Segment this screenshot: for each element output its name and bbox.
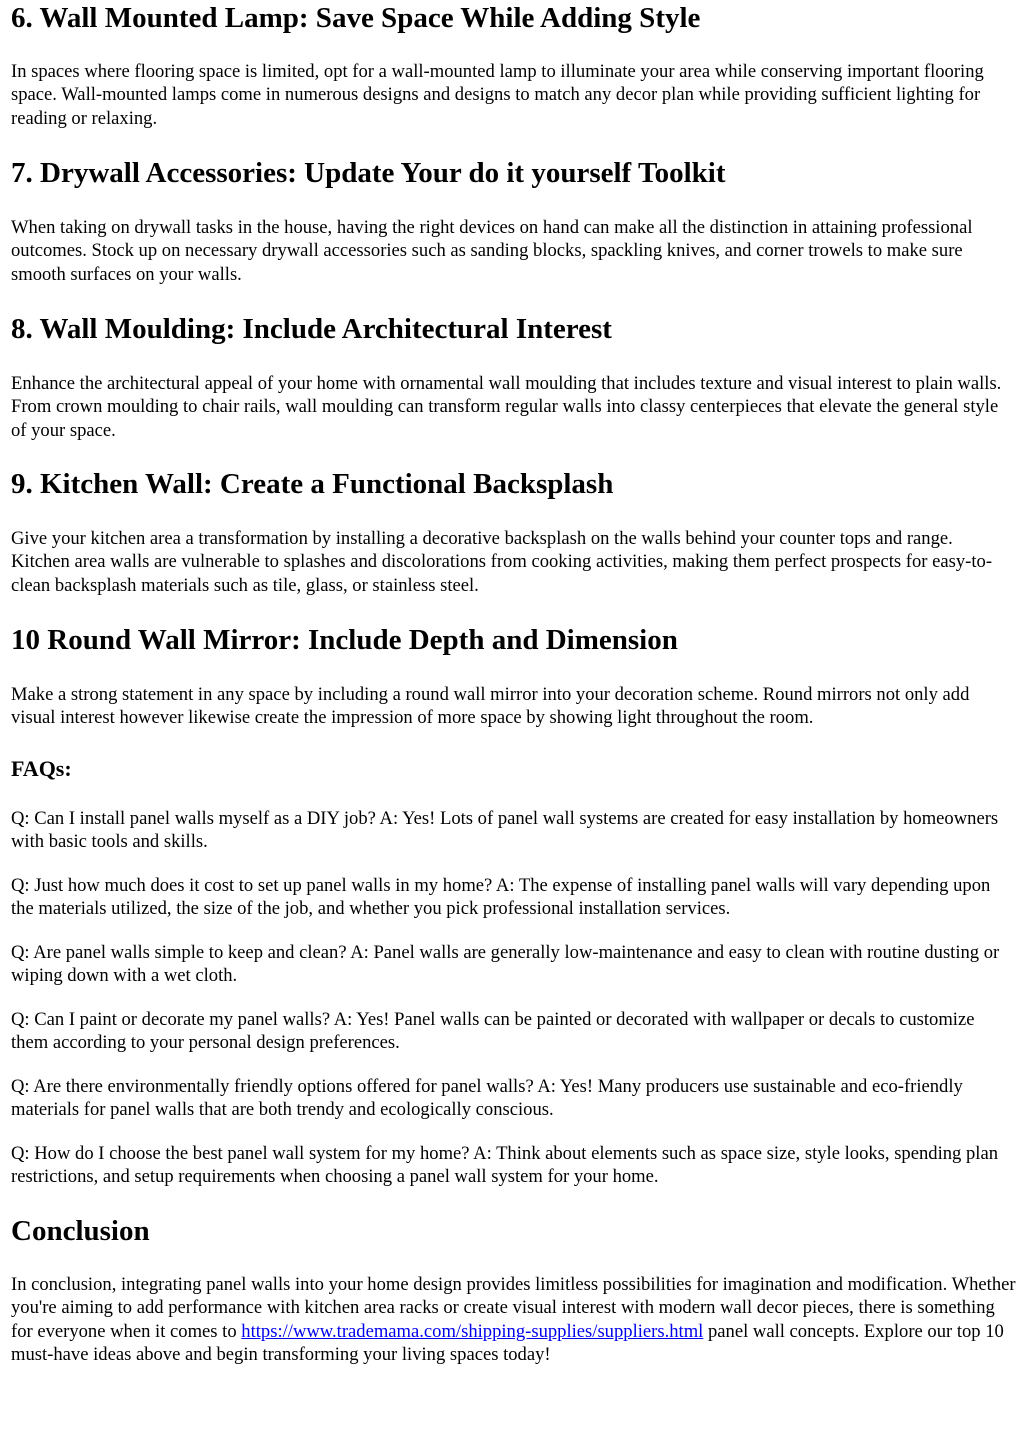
section-9-body-wrap xyxy=(11,527,1016,597)
faq-item xyxy=(11,874,1016,921)
section-7-drywall-accessories xyxy=(11,155,1016,191)
faq-item-text: Q: Are panel walls simple to keep and clean? A: Panel walls are generally low-maintenance and easy to clean with routine dusting or wiping down with a wet cloth. xyxy=(11,942,1000,987)
section-6-body-wrap xyxy=(11,60,1016,130)
conclusion-text-before-link: In conclusion, integrating panel walls into your home design provides limitless possibilities for imagination and modification. Whether you're aiming to add performance with kitchen area racks or create visual interest with modern wall decor pieces, there is something for everyone when it comes to xyxy=(11,1274,1016,1342)
faq-item xyxy=(11,807,1016,854)
conclusion-heading: Conclusion xyxy=(11,1215,150,1247)
section-8-wall-moulding xyxy=(11,311,1016,347)
section-body: In spaces where flooring space is limited, opt for a wall-mounted lamp to illuminate your area while conserving important flooring space. Wall-mounted lamps come in numerous designs and designs to match any decor plan while providing sufficient lighting for reading or relaxing. xyxy=(11,61,984,129)
faq-item-text: Q: Can I install panel walls myself as a DIY job? A: Yes! Lots of panel wall systems are created for easy installation by homeowners with basic tools and skills. xyxy=(11,808,999,853)
section-body: Give your kitchen area a transformation by installing a decorative backsplash on the walls behind your counter tops and range. Kitchen area walls are vulnerable to splashes and discolorations from cooking activities, making them perfect prospects for easy-to-clean backsplash materials such as tile, glass, or stainless steel. xyxy=(11,528,993,596)
faq-item-text: Q: How do I choose the best panel wall system for my home? A: Think about elements such as space size, style looks, spending plan restrictions, and setup requirements when choosing a panel wall system for your home. xyxy=(11,1143,998,1188)
faq-item xyxy=(11,1142,1016,1189)
section-6-wall-mounted-lamp xyxy=(11,0,1016,36)
section-body: Enhance the architectural appeal of your home with ornamental wall moulding that includes texture and visual interest to plain walls. From crown moulding to chair rails, wall moulding can transform regular walls into classy centerpieces that elevate the general style of your space. xyxy=(11,373,1002,441)
section-10-round-wall-mirror xyxy=(11,622,1016,658)
faqs-heading: FAQs: xyxy=(11,756,72,781)
section-heading: 7. Drywall Accessories: Update Your do it yourself Toolkit xyxy=(11,157,726,189)
section-heading: 9. Kitchen Wall: Create a Functional Backsplash xyxy=(11,468,614,500)
faqs-heading-wrap xyxy=(11,755,1016,783)
section-heading: 6. Wall Mounted Lamp: Save Space While Adding Style xyxy=(11,2,701,34)
conclusion-heading-wrap xyxy=(11,1213,1016,1249)
trademama-link[interactable]: https://www.trademama.com/shipping-supplies/suppliers.html xyxy=(241,1320,704,1342)
faq-item-text: Q: Are there environmentally friendly options offered for panel walls? A: Yes! Many producers use sustainable and eco-friendly materials for panel walls that are both trendy and ecologically conscious. xyxy=(11,1076,963,1121)
conclusion-body xyxy=(11,1273,1016,1366)
conclusion-text-after-link: panel wall concepts. Explore our top 10 must-have ideas above and begin transforming your living spaces today! xyxy=(11,1320,1004,1365)
section-10-body-wrap xyxy=(11,683,1016,730)
section-heading: 10 Round Wall Mirror: Include Depth and Dimension xyxy=(11,624,678,656)
faq-item xyxy=(11,1075,1016,1122)
faq-item xyxy=(11,941,1016,988)
faq-item-text: Q: Can I paint or decorate my panel walls? A: Yes! Panel walls can be painted or decorated with wallpaper or decals to customize them according to your personal design preferences. xyxy=(11,1009,975,1054)
faq-item-text: Q: Just how much does it cost to set up panel walls in my home? A: The expense of installing panel walls will vary depending upon the materials utilized, the size of the job, and whether you pick professional installation services. xyxy=(11,875,991,920)
faq-item xyxy=(11,1008,1016,1055)
section-7-body-wrap xyxy=(11,216,1016,286)
section-body: When taking on drywall tasks in the house, having the right devices on hand can make all the distinction in attaining professional outcomes. Stock up on necessary drywall accessories such as sanding blocks, spackling knives, and corner trowels to make sure smooth surfaces on your walls. xyxy=(11,217,973,285)
conclusion-body-wrap xyxy=(11,1273,1016,1366)
section-8-body-wrap xyxy=(11,372,1016,442)
section-body: Make a strong statement in any space by including a round wall mirror into your decoration scheme. Round mirrors not only add visual interest however likewise create the impression of more space by showing light throughout the room. xyxy=(11,684,970,729)
section-9-kitchen-wall xyxy=(11,466,1016,502)
section-heading: 8. Wall Moulding: Include Architectural Interest xyxy=(11,313,612,345)
